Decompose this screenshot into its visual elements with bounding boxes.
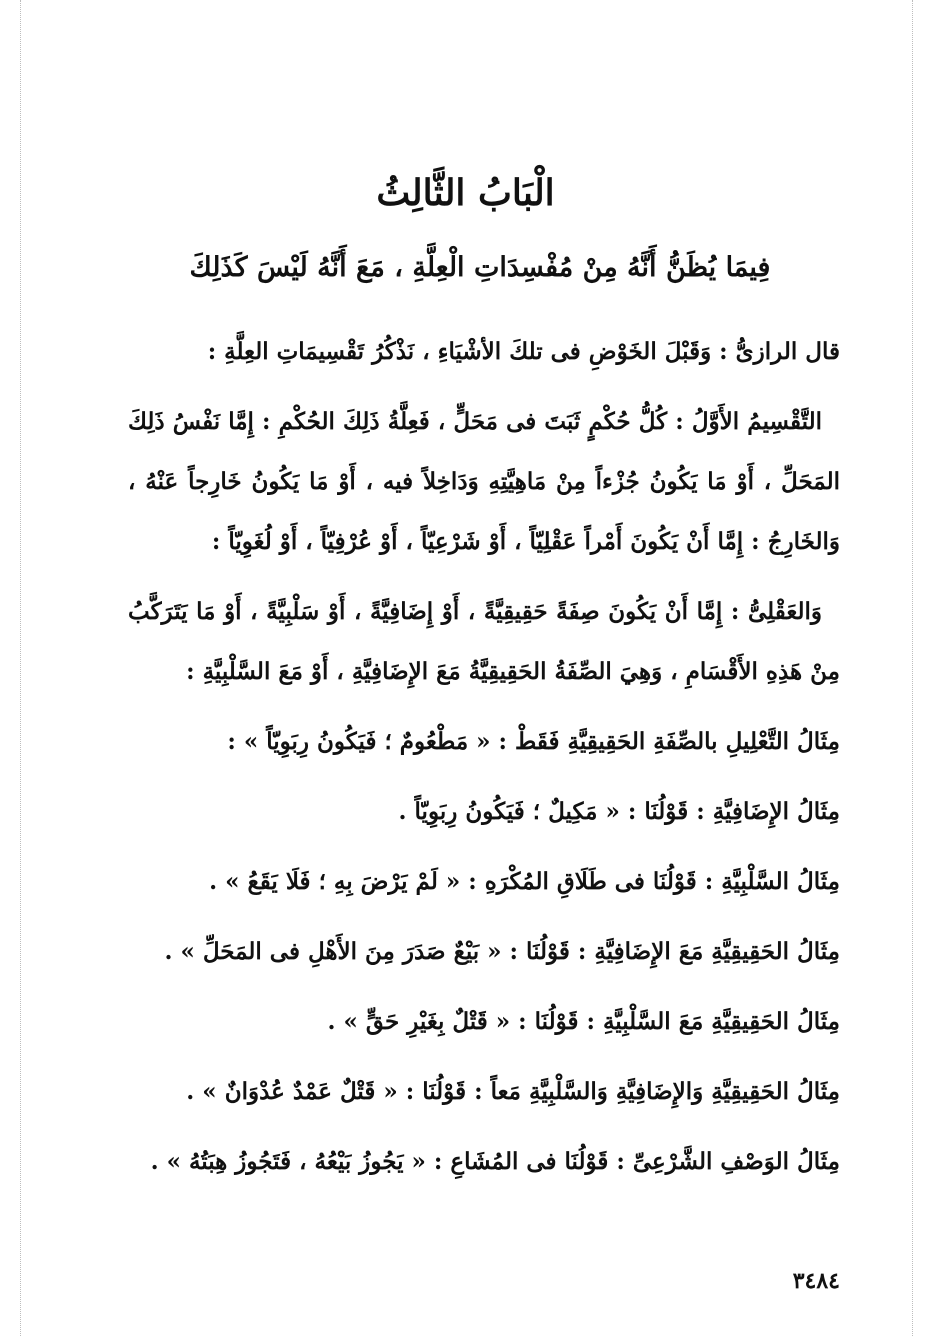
example-real-with-negative: مِثَالُ الحَقِيقِيَّةِ مَعَ السَّلْبِيَّةِ : قَوْلُنَا : « قَتْلٌ بِغَيْرِ حَقٍّ » . [327,1008,840,1035]
paragraph-first-division: التَّقْسِيمُ الأَوَّلُ : كُلُّ حُكْمٍ ثَبَتَ فى مَحَلٍّ ، فَعِلَّةُ ذَلِكَ الحُكْمِ : إِمَّا نَفْسُ ذَلِكَ المَحَلِّ ، أَوْ مَا يَكُونُ جُزْءاً مِنْ مَاهِيَّتِهِ وَدَاخِلاً فيه ، أَوْ مَا يَكُونُ خَارِجاً عَنْهُ ، وَالخَارِجُ : إِمَّا أَنْ يَكُونَ أَمْراً عَقْلِيّاً ، أَوْ شَرْعِيّاً ، أَوْ عُرْفِيّاً ، أَوْ لُغَوِيّاً : [128,408,840,555]
paragraph-intro: قال الرازىُّ : وَقَبْلَ الخَوْضِ فى تلكَ الأشْيَاءِ ، نَذْكُرُ تَقْسِيمَاتِ العِلَّةِ : [207,338,840,365]
page-number: ٣٤٨٤ [792,1268,840,1294]
body-text [128,322,840,1202]
example-negative: مِثَالُ السَّلْبِيَّةِ : قَوْلُنَا فى طَلَاقِ المُكْرَهِ : « لَمْ يَرْضَ بِهِ ؛ فَلَا يَقَعُ » . [209,868,840,895]
example-real-with-relative: مِثَالُ الحَقِيقِيَّةِ مَعَ الإِضَافِيَّةِ : قَوْلُنَا : « بَيْعٌ صَدَرَ مِنَ الأَهْلِ فى المَحَلِّ » . [164,938,840,965]
chapter-title: الْبَابُ الثَّالِثُ [376,172,555,214]
paragraph-rational: وَالعَقْلِىُّ : إِمَّا أَنْ يَكُونَ صِفَةً حَقِيقِيَّةً ، أَوْ إِضَافِيَّةً ، أَوْ سَلْبِيَّةً ، أَوْ مَا يَتَرَكَّبُ مِنْ هَذِهِ الأَقْسَامِ ، وَهِيَ الصِّفَةُ الحَقِيقِيَّةُ مَعَ الإِضَافِيَّةِ ، أَوْ مَعَ السَّلْبِيَّةِ : [128,598,840,685]
chapter-subtitle: فِيمَا يُظَنُّ أَنَّهُ مِنْ مُفْسِدَاتِ الْعِلَّةِ ، مَعَ أَنَّهُ لَيْسَ كَذَلِكَ [189,252,771,283]
example-legal-attribute: مِثَالُ الوَصْفِ الشَّرْعِىِّ : قَوْلُنَا فى المُشَاعِ : « يَجُوزُ بَيْعُهُ ، فَتَجُوزُ هِبَتُهُ » . [150,1148,840,1175]
example-real-attribute: مِثَالُ التَّعْلِيلِ بالصِّفَةِ الحَقِيقِيَّةِ فَقَطْ : « مَطْعُومٌ ؛ فَيَكُونُ رِبَوِيّاً » : [227,728,840,755]
example-relative: مِثَالُ الإِضَافِيَّةِ : قَوْلُنَا : « مَكِيلٌ ؛ فَيَكُونُ رِبَوِيّاً . [398,798,840,825]
example-combined: مِثَالُ الحَقِيقِيَّةِ وَالإِضَافِيَّةِ وَالسَّلْبِيَّةِ مَعاً : قَوْلُنَا : « قَتْلٌ عَمْدٌ عُدْوَانٌ » . [186,1078,840,1105]
